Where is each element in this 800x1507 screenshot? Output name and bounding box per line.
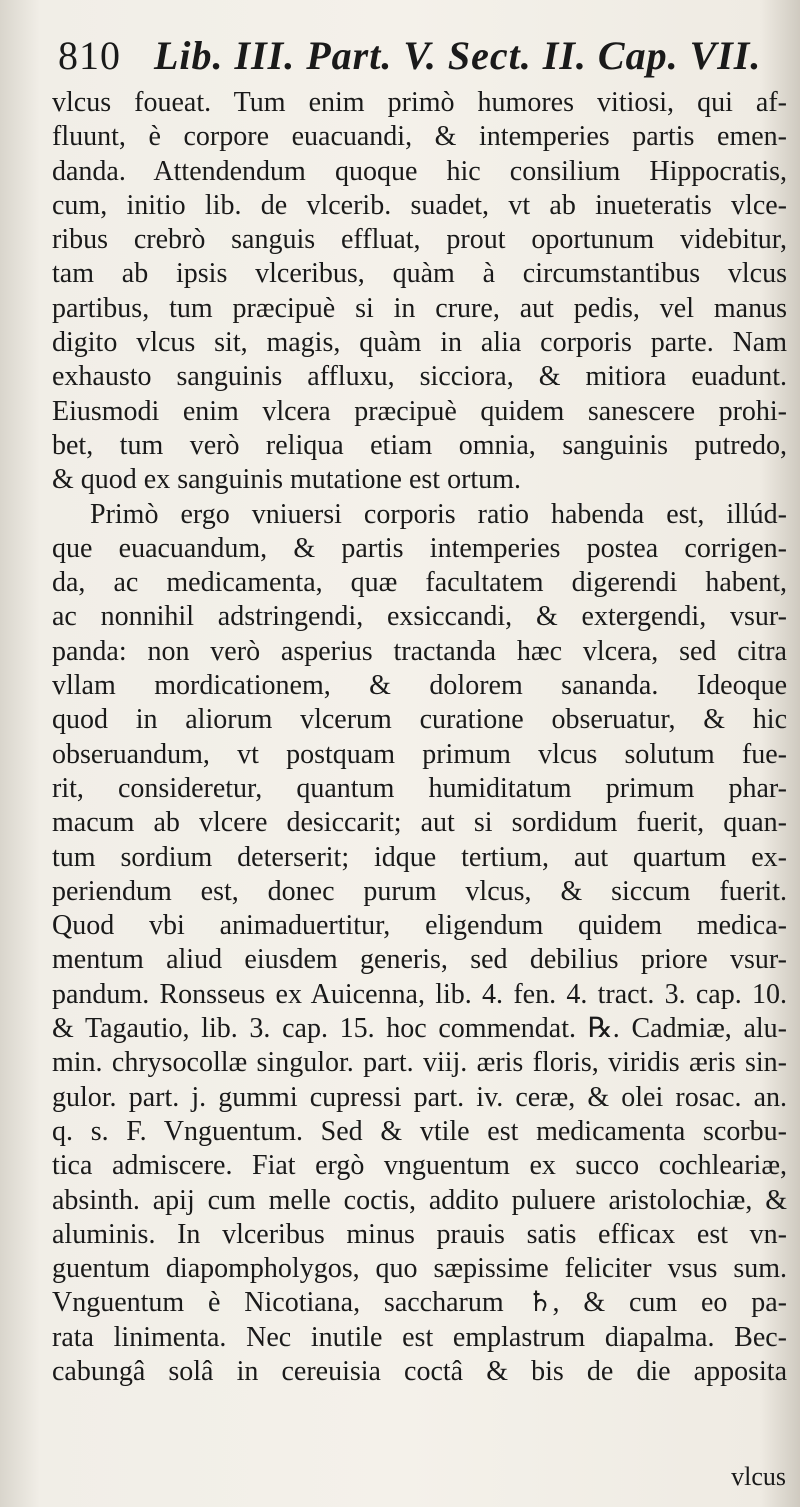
- text-line: Quod vbi animaduertitur, eligendum quidem medica-: [52, 910, 787, 942]
- text-line: guentum diapompholygos, quo sæpissime feliciter vsus sum.: [52, 1253, 787, 1285]
- running-title: Lib. III. Part. V. Sect. II. Cap. VII.: [154, 33, 762, 78]
- text-line: macum ab vlcere desiccarit; aut si sordidum fuerit, quan-: [52, 807, 787, 839]
- text-line: Primò ergo vniuersi corporis ratio habenda est, illúd-: [90, 498, 787, 530]
- catchword: vlcus: [731, 1462, 786, 1491]
- text-line: periendum est, donec purum vlcus, & siccum fuerit.: [52, 875, 787, 907]
- text-line: cabungâ solâ in cereuisia coctâ & bis de die apposita: [52, 1355, 787, 1387]
- text-line: rata linimenta. Nec inutile est emplastrum diapalma. Bec-: [52, 1321, 787, 1353]
- text-line: Eiusmodi enim vlcera præcipuè quidem sanescere prohi-: [52, 395, 787, 427]
- text-line: cum, initio lib. de vlcerib. suadet, vt ab inueteratis vlce-: [52, 189, 787, 221]
- body-text: [52, 86, 787, 1389]
- text-line: danda. Attendendum quoque hic consilium Hippocratis,: [52, 155, 787, 187]
- text-line: panda: non verò asperius tractanda hæc vlcera, sed citra: [52, 635, 787, 667]
- text-line: vllam mordicationem, & dolorem sananda. Ideoque: [52, 670, 787, 702]
- text-line: que euacuandum, & partis intemperies postea corrigen-: [52, 532, 787, 564]
- text-line: vlcus foueat. Tum enim primò humores vitiosi, qui af-: [52, 87, 787, 118]
- text-line: exhausto sanguinis affluxu, sicciora, & mitiora euadunt.: [52, 361, 787, 393]
- text-line: ribus crebrò sanguis effluat, prout oportunum videbitur,: [52, 224, 787, 256]
- text-line: & Tagautio, lib. 3. cap. 15. hoc commendat. ℞. Cadmiæ, alu-: [52, 1013, 787, 1045]
- text-line: & quod ex sanguinis mutatione est ortum.: [52, 464, 521, 496]
- text-line: obseruandum, vt postquam primum vlcus solutum fue-: [52, 738, 787, 770]
- text-line: quod in aliorum vlcerum curatione obseruatur, & hic: [52, 704, 787, 736]
- text-line: bet, tum verò reliqua etiam omnia, sanguinis putredo,: [52, 429, 787, 461]
- text-line: aluminis. In vlceribus minus prauis satis efficax est vn-: [52, 1218, 787, 1250]
- text-line: fluunt, è corpore euacuandi, & intemperies partis emen-: [52, 121, 787, 153]
- text-line: q. s. F. Vnguentum. Sed & vtile est medicamenta scorbu-: [52, 1115, 787, 1147]
- text-line: partibus, tum præcipuè si in crure, aut pedis, vel manus: [52, 292, 787, 324]
- text-line: tum sordium deterserit; idque tertium, aut quartum ex-: [52, 841, 787, 873]
- running-head: [58, 32, 778, 88]
- text-line: ac nonnihil adstringendi, exsiccandi, & extergendi, vsur-: [52, 601, 787, 633]
- text-line: mentum aliud eiusdem generis, sed debilius priore vsur-: [52, 944, 787, 976]
- text-line: min. chrysocollæ singulor. part. viij. æris floris, viridis æris sin-: [52, 1047, 787, 1079]
- text-line: gulor. part. j. gummi cupressi part. iv. ceræ, & olei rosac. an.: [52, 1081, 787, 1113]
- text-line: tica admiscere. Fiat ergò vnguentum ex succo cochleariæ,: [52, 1150, 787, 1182]
- text-line: da, ac medicamenta, quæ facultatem digerendi habent,: [52, 567, 787, 599]
- text-line: digito vlcus sit, magis, quàm in alia corporis parte. Nam: [52, 327, 787, 359]
- text-line: pandum. Ronsseus ex Auicenna, lib. 4. fen. 4. tract. 3. cap. 10.: [52, 978, 787, 1010]
- text-line: rit, consideretur, quantum humiditatum primum phar-: [52, 772, 787, 804]
- page-number: 810: [58, 33, 121, 78]
- text-line: absinth. apij cum melle coctis, addito puluere aristolochiæ, &: [52, 1184, 787, 1216]
- text-line: tam ab ipsis vlceribus, quàm à circumstantibus vlcus: [52, 258, 787, 290]
- text-line: Vnguentum è Nicotiana, saccharum ♄, & cum eo pa-: [52, 1287, 787, 1319]
